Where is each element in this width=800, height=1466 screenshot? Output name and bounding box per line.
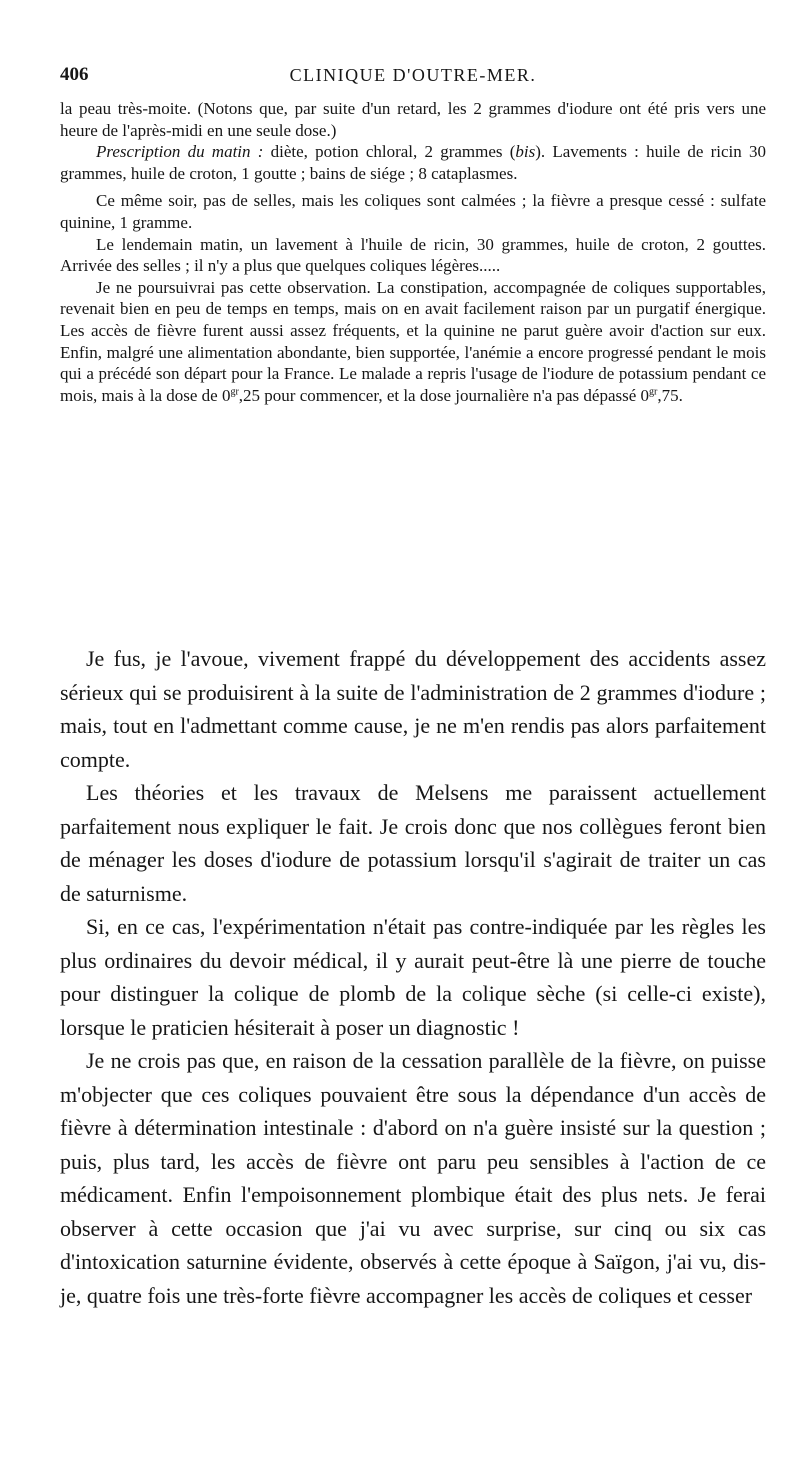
bis-italic: bis <box>515 142 536 162</box>
body-paragraph: Je fus, je l'avoue, vivement frappé du développement des accidents assez sérieux qui se produisirent à la suite de l'administration de 2 grammes d'iodure ; mais, tout en l'admettant comme cause, je ne m'en rendis pas alors parfaitement compte. <box>60 646 766 772</box>
main-text <box>60 642 766 1312</box>
body-paragraph: Je ne crois pas que, en raison de la cessation parallèle de la fièvre, on puisse m'objecter que ces coliques pouvaient être sous la dépendance d'un accès de fièvre à détermination intestinale : d'abord on n'a guère insisté sur la question ; puis, plus tard, les accès de fièvre ont paru peu sensibles à l'action de ce médicament. Enfin l'empoisonnement plombique était des plus nets. Je ferai observer à cette occasion que j'ai vu avec surprise, sur cinq ou six cas d'intoxication saturnine évidente, observés à cette époque à Saïgon, j'ai vu, dis-je, quatre fois une très-forte fièvre accompagner les accès de coliques et cesser <box>60 1048 766 1308</box>
small-paragraph: Ce même soir, pas de selles, mais les coliques sont calmées ; la fièvre a presque cessé : sulfate quinine, 1 gramme. <box>60 191 766 232</box>
small-paragraph: Le lendemain matin, un lavement à l'huile de ricin, 30 grammes, huile de croton, 2 gouttes. Arrivée des selles ; il n'y a plus que quelques coliques légères..... <box>60 234 766 276</box>
body-paragraph: Les théories et les travaux de Melsens me paraissent actuellement parfaitement nous expliquer le fait. Je crois donc que nos collègues feront bien de ménager les doses d'iodure de potassium lorsqu'il s'agirait de traiter un cas de saturnisme. <box>60 780 766 906</box>
small-paragraph: Je ne poursuivrai pas cette observation. La constipation, accompagnée de coliques supportables, revenait bien en peu de temps en temps, mais on en avait facilement raison par un purgatif énergique. Les accès de fièvre furent aussi assez fréquents, et la quinine ne parut guère avoir d'action sur eux. Enfin, malgré une alimentation abondante, bien supportée, l'anémie a encore progressé pendant le mois qui a précédé son départ pour la France. Le malade a repris l'usage de l'iodure de potassium pendant ce mois, mais à la dose de $0^{gr},25$ pour commencer, et la dose journalière n'a pas dépassé $0^{gr},75$. <box>60 277 766 405</box>
prescription-paragraph: Prescription du matin : diète, potion chloral, 2 grammes (bis). Lavements : huile de ricin 30 grammes, huile de croton, 1 goutte ; bains de siége ; 8 cataplasmes. <box>60 142 766 183</box>
small-paragraph: la peau très-moite. (Notons que, par suite d'un retard, les 2 grammes d'iodure ont été pris vers une heure de l'après-midi en une seule dose.) <box>60 99 766 140</box>
page-header <box>60 64 766 92</box>
prescription-lead: Prescription du matin : <box>96 142 264 162</box>
page-number: 406 <box>60 64 89 85</box>
body-paragraph: Si, en ce cas, l'expérimentation n'était pas contre-indiquée par les règles les plus ordinaires du devoir médical, il y aurait peut-être là une pierre de touche pour distinguer la colique de plomb de la colique sèche (si celle-ci existe), lorsque le praticien hésiterait à poser un diagnostic ! <box>60 914 766 1040</box>
running-title: CLINIQUE D'OUTRE-MER. <box>289 65 537 85</box>
observation-notes <box>60 98 766 406</box>
